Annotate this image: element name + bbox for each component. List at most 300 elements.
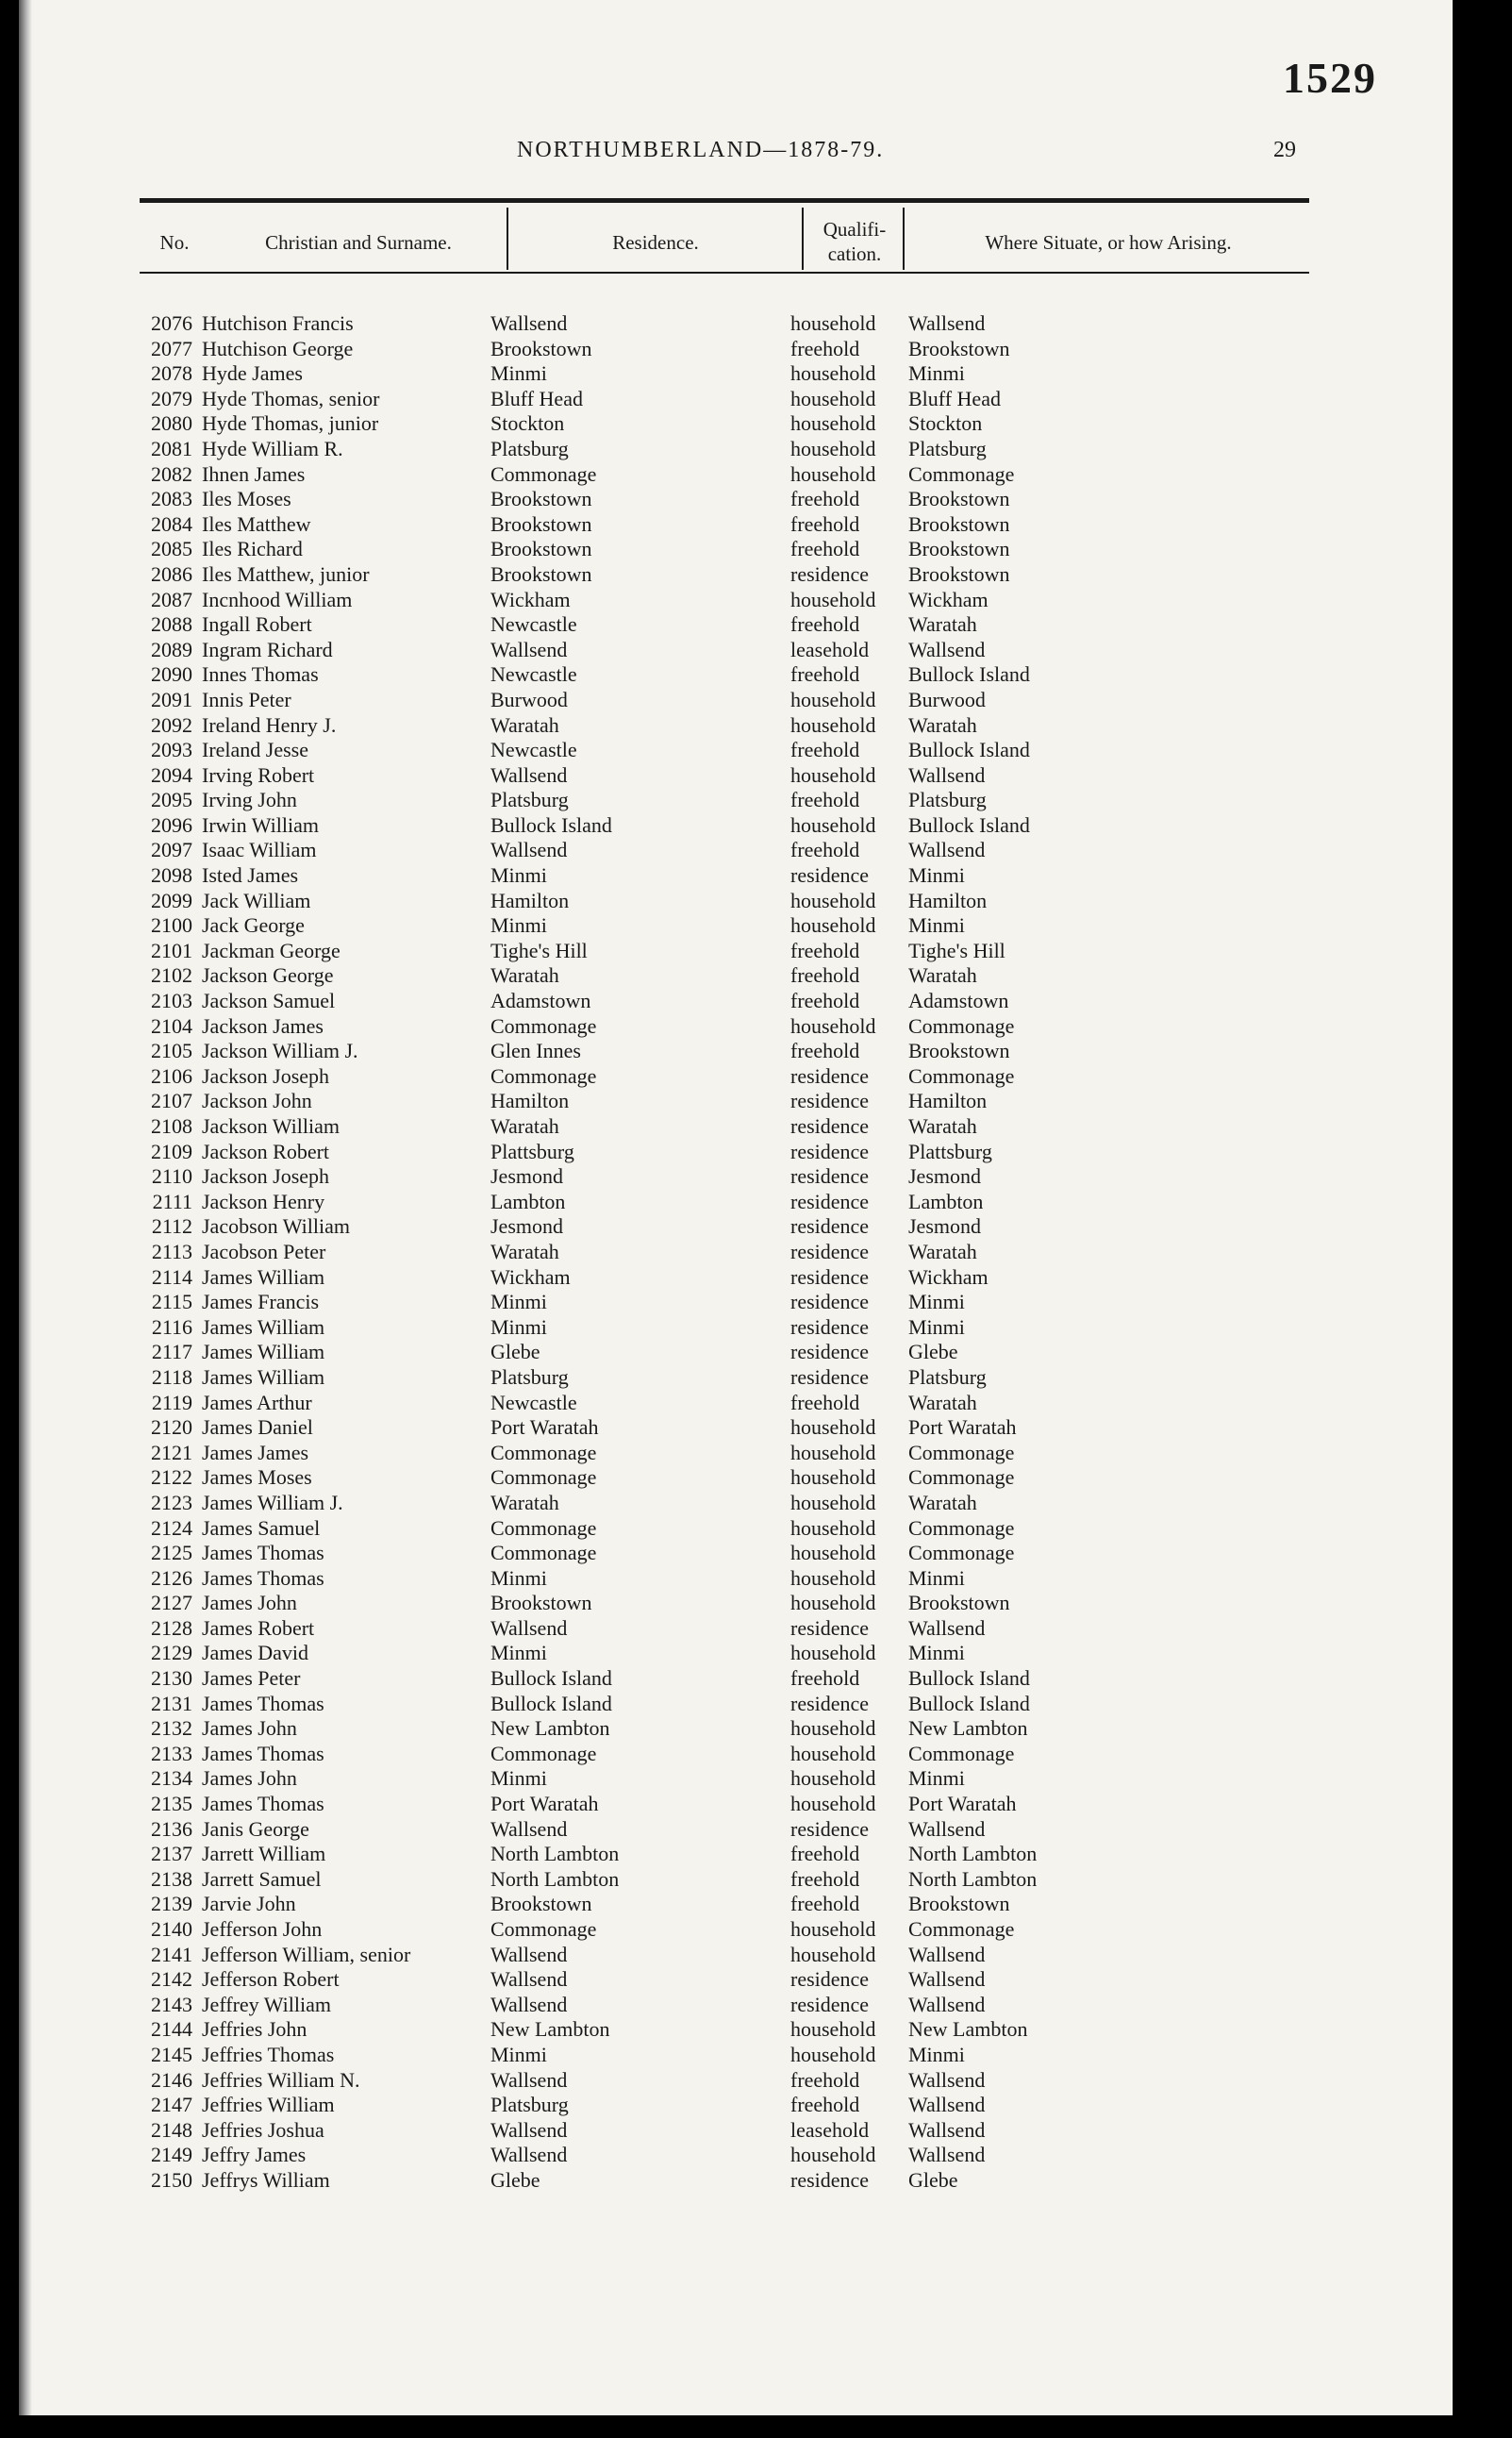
qualification-location: Commonage [908,1917,1015,1941]
row-number: 2109 [151,1139,192,1163]
voter-qualification: residence [790,1340,870,1364]
qualification-location: Waratah [908,1114,977,1138]
voter-qualification: household [790,1917,876,1941]
qualification-location: Wallsend [908,2067,986,2092]
voter-qualification: household [790,2017,876,2042]
table-row [0,2118,1434,2144]
voter-residence: Platsburg [490,2093,569,2117]
row-number: 2125 [151,1541,192,1565]
voter-residence: North Lambton [490,1842,620,1866]
table-row [0,437,1434,462]
qualification-location: Wallsend [908,762,986,787]
table-row [0,1465,1434,1491]
voter-name: James William [202,1340,325,1364]
voter-qualification: household [790,762,876,787]
voter-name: Hutchison Francis [202,311,354,335]
qualification-location: Jesmond [908,1164,981,1189]
qualification-location: Brookstown [908,336,1010,360]
table-row [0,1164,1434,1190]
row-number: 2091 [151,687,192,711]
voter-name: James William J. [202,1490,343,1514]
row-number: 2147 [151,2093,192,2117]
table-row [0,537,1434,562]
voter-qualification: household [790,1716,876,1741]
voter-residence: Minmi [490,1565,547,1590]
table-row [0,1692,1434,1717]
table-row [0,1792,1434,1817]
voter-qualification: freehold [790,336,860,360]
voter-qualification: household [790,411,876,436]
table-row [0,939,1434,964]
qualification-location: Waratah [908,963,977,988]
table-row [0,1766,1434,1792]
table-row [0,638,1434,663]
voter-name: James John [202,1766,297,1791]
voter-residence: Wallsend [490,2143,568,2167]
col-header-where: Where Situate, or how Arising. [985,231,1232,254]
table-row [0,763,1434,789]
voter-name: Jackson George [202,963,334,988]
voter-qualification: household [790,361,876,386]
voter-qualification: residence [790,1164,870,1189]
table-row [0,337,1434,362]
qualification-location: Brookstown [908,487,1010,511]
table-row [0,411,1434,437]
voter-qualification: freehold [790,788,860,812]
voter-name: Innis Peter [202,687,291,711]
voter-residence: Wickham [490,1264,571,1289]
voter-qualification: household [790,1641,876,1665]
voter-name: James Thomas [202,1541,324,1565]
qualification-location: Wallsend [908,637,986,661]
voter-name: Jack George [202,913,305,938]
voter-name: Jarrett William [202,1842,326,1866]
voter-name: Jeffrey William [202,1992,331,2016]
voter-residence: Brookstown [490,487,592,511]
voter-qualification: residence [790,1139,870,1163]
voter-qualification: household [790,1515,876,1540]
voter-name: Jeffries William N. [202,2067,360,2092]
voter-name: Jackson Henry [202,1189,325,1213]
row-number: 2095 [151,788,192,812]
row-number: 2120 [151,1415,192,1440]
qualification-location: Wallsend [908,838,986,862]
voter-residence: Bullock Island [490,812,612,837]
qualification-location: Glebe [908,2167,958,2192]
voter-qualification: residence [790,1089,870,1113]
voter-qualification: freehold [790,938,860,962]
row-number: 2127 [151,1591,192,1615]
table-row [0,963,1434,989]
voter-name: James Thomas [202,1741,324,1765]
qualification-location: Wallsend [908,2143,986,2167]
table-row [0,1039,1434,1064]
qualification-location: Port Waratah [908,1415,1017,1440]
voter-residence: Brookstown [490,336,592,360]
voter-qualification: freehold [790,612,860,637]
qualification-location: Waratah [908,712,977,737]
qualification-location: Platsburg [908,788,987,812]
voter-name: Innes Thomas [202,662,319,687]
table-row [0,1616,1434,1642]
voter-residence: Port Waratah [490,1415,599,1440]
qualification-location: Wickham [908,587,989,611]
voter-qualification: residence [790,1615,870,1640]
voter-qualification: residence [790,561,870,586]
voter-residence: New Lambton [490,2017,610,2042]
voter-name: Irving Robert [202,762,315,787]
voter-residence: Brookstown [490,537,592,561]
voter-residence: Glebe [490,1340,540,1364]
voter-residence: Newcastle [490,662,577,687]
voter-qualification: residence [790,2167,870,2192]
row-number: 2078 [151,361,192,386]
qualification-location: Brookstown [908,1591,1010,1615]
voter-name: Iles Matthew, junior [202,561,370,586]
qualification-location: Wallsend [908,2093,986,2117]
voter-name: Jeffrys William [202,2167,330,2192]
voter-name: Jeffry James [202,2143,307,2167]
voter-qualification: freehold [790,1390,860,1414]
table-row [0,2017,1434,2043]
voter-name: Hyde James [202,361,303,386]
voter-qualification: household [790,1591,876,1615]
qualification-location: Minmi [908,1641,965,1665]
voter-name: Ireland Henry J. [202,712,337,737]
voter-qualification: freehold [790,1666,860,1691]
table-row [0,1842,1434,1867]
voter-residence: Minmi [490,1641,547,1665]
row-number: 2108 [151,1114,192,1138]
qualification-location: Adamstown [908,989,1009,1013]
voter-name: James William [202,1364,325,1389]
table-row [0,989,1434,1014]
voter-qualification: freehold [790,963,860,988]
voter-name: Ingram Richard [202,637,333,661]
row-number: 2121 [151,1440,192,1464]
row-number: 2112 [151,1214,192,1239]
row-number: 2101 [151,938,192,962]
voter-qualification: household [790,1440,876,1464]
qualification-location: Commonage [908,1515,1015,1540]
col-header-name: Christian and Surname. [265,231,452,254]
voter-residence: Commonage [490,1013,597,1038]
row-number: 2104 [151,1013,192,1038]
row-number: 2132 [151,1716,192,1741]
qualification-location: Bullock Island [908,1666,1030,1691]
voter-name: Jarvie John [202,1892,296,1916]
qualification-location: Hamilton [908,1089,988,1113]
row-number: 2094 [151,762,192,787]
voter-residence: Wallsend [490,637,568,661]
voter-name: James William [202,1264,325,1289]
qualification-location: Jesmond [908,1214,981,1239]
voter-residence: Wallsend [490,1816,568,1841]
voter-residence: Wallsend [490,311,568,335]
table-row [0,838,1434,863]
voter-name: James Peter [202,1666,301,1691]
voter-name: James Robert [202,1615,315,1640]
voter-qualification: residence [790,1264,870,1289]
table-row [0,2043,1434,2068]
table-row [0,913,1434,939]
voter-name: Ingall Robert [202,612,312,637]
table-row [0,1867,1434,1893]
table-row [0,1190,1434,1215]
table-row [0,738,1434,763]
page-number: 29 [1273,138,1296,162]
row-number: 2148 [151,2117,192,2142]
voter-residence: Minmi [490,2042,547,2066]
voter-qualification: household [790,386,876,410]
voter-qualification: household [790,1766,876,1791]
voter-name: Iles Richard [202,537,303,561]
table-row [0,2143,1434,2168]
voter-residence: Commonage [490,1440,597,1464]
voter-name: Jeffries Joshua [202,2117,324,2142]
row-number: 2114 [151,1264,192,1289]
voter-qualification: residence [790,1114,870,1138]
table-row [0,1415,1434,1441]
table-row [0,1114,1434,1140]
voter-residence: Brookstown [490,511,592,536]
table-row [0,1491,1434,1516]
voter-name: James Francis [202,1290,320,1314]
voter-qualification: freehold [790,2067,860,2092]
voter-residence: New Lambton [490,1716,610,1741]
row-number: 2123 [151,1490,192,1514]
qualification-location: Commonage [908,1465,1015,1490]
table-row [0,1742,1434,1767]
qualification-location: Minmi [908,1314,965,1339]
table-row [0,813,1434,839]
table-row [0,2068,1434,2094]
qualification-location: Commonage [908,1741,1015,1765]
table-row [0,1265,1434,1291]
qualification-location: Minmi [908,1565,965,1590]
voter-name: Irving John [202,788,297,812]
voter-qualification: household [790,2042,876,2066]
table-row [0,1716,1434,1742]
voter-name: Isaac William [202,838,317,862]
column-divider [802,208,804,270]
row-number: 2139 [151,1892,192,1916]
row-number: 2106 [151,1063,192,1088]
voter-residence: Hamilton [490,1089,570,1113]
table-row [0,863,1434,889]
qualification-location: Platsburg [908,1364,987,1389]
voter-residence: Brookstown [490,1892,592,1916]
table-row [0,487,1434,512]
voter-name: Jackson Samuel [202,989,336,1013]
voter-name: Jeffries William [202,2093,335,2117]
voter-qualification: household [790,311,876,335]
qualification-location: Minmi [908,361,965,386]
row-number: 2146 [151,2067,192,2092]
voter-name: Iles Moses [202,487,291,511]
voter-residence: Glebe [490,2167,540,2192]
voter-qualification: freehold [790,2093,860,2117]
voter-qualification: household [790,461,876,486]
row-number: 2150 [151,2167,192,2192]
voter-residence: Waratah [490,1114,559,1138]
voter-qualification: household [790,712,876,737]
qualification-location: Brookstown [908,1892,1010,1916]
voter-qualification: freehold [790,1892,860,1916]
qualification-location: Wallsend [908,1992,986,2016]
qualification-location: Bullock Island [908,1691,1030,1715]
voter-name: Jacobson William [202,1214,350,1239]
voter-qualification: freehold [790,662,860,687]
table-row [0,1541,1434,1566]
voter-name: Jeffries Thomas [202,2042,335,2066]
voter-name: Ireland Jesse [202,738,309,762]
table-row [0,1967,1434,1993]
table-row [0,311,1434,337]
qualification-location: Brookstown [908,511,1010,536]
voter-qualification: freehold [790,738,860,762]
table-row [0,1993,1434,2018]
voter-name: James John [202,1591,297,1615]
voter-qualification: residence [790,1314,870,1339]
row-number: 2115 [151,1290,192,1314]
table-row [0,1340,1434,1365]
table-row [0,588,1434,613]
qualification-location: Brookstown [908,1039,1010,1063]
voter-name: Jackman George [202,938,341,962]
voter-residence: Jesmond [490,1164,563,1189]
qualification-location: Lambton [908,1189,984,1213]
table-row [0,1315,1434,1341]
row-number: 2105 [151,1039,192,1063]
voter-residence: Minmi [490,1766,547,1791]
voter-qualification: residence [790,1691,870,1715]
row-number: 2083 [151,487,192,511]
voter-qualification: household [790,913,876,938]
voter-residence: Burwood [490,687,568,711]
voter-qualification: household [790,436,876,460]
qualification-location: Minmi [908,863,965,888]
table-row [0,1516,1434,1542]
qualification-location: Tighe's Hill [908,938,1005,962]
table-row [0,512,1434,538]
voter-residence: Minmi [490,913,547,938]
row-number: 2149 [151,2143,192,2167]
voter-qualification: household [790,2143,876,2167]
voter-qualification: residence [790,1967,870,1992]
row-number: 2086 [151,561,192,586]
voter-residence: Wallsend [490,2067,568,2092]
row-number: 2107 [151,1089,192,1113]
row-number: 2130 [151,1666,192,1691]
table-row [0,788,1434,813]
qualification-location: Stockton [908,411,983,436]
voter-qualification: household [790,687,876,711]
column-divider [903,208,905,270]
voter-qualification: freehold [790,838,860,862]
row-number: 2140 [151,1917,192,1941]
table-row [0,2093,1434,2118]
voter-name: Ihnen James [202,461,306,486]
voter-qualification: household [790,1792,876,1816]
table-row [0,1441,1434,1466]
voter-qualification: residence [790,1364,870,1389]
voter-residence: Plattsburg [490,1139,574,1163]
qualification-location: Wallsend [908,311,986,335]
voter-name: Hyde Thomas, senior [202,386,380,410]
voter-residence: Wickham [490,587,571,611]
voter-residence: Wallsend [490,762,568,787]
row-number: 2137 [151,1842,192,1866]
voter-residence: Waratah [490,963,559,988]
qualification-location: New Lambton [908,1716,1028,1741]
qualification-location: Minmi [908,2042,965,2066]
header-rule-top [140,198,1309,203]
voter-name: Jackson William J. [202,1039,358,1063]
qualification-location: Bullock Island [908,812,1030,837]
qualification-location: Wallsend [908,1816,986,1841]
row-number: 2144 [151,2017,192,2042]
voter-qualification: residence [790,1290,870,1314]
row-number: 2085 [151,537,192,561]
table-row [0,1892,1434,1917]
row-number: 2133 [151,1741,192,1765]
row-number: 2134 [151,1766,192,1791]
voter-qualification: freehold [790,1039,860,1063]
voter-residence: Adamstown [490,989,591,1013]
voter-qualification: household [790,1741,876,1765]
row-number: 2088 [151,612,192,637]
voter-name: James Arthur [202,1390,312,1414]
voter-residence: Wallsend [490,2117,568,2142]
table-row [0,1591,1434,1616]
table-row [0,1014,1434,1040]
voter-name: James Thomas [202,1792,324,1816]
voter-name: James David [202,1641,309,1665]
col-header-no: No. [159,231,190,254]
qualification-location: Commonage [908,1063,1015,1088]
qualification-location: North Lambton [908,1842,1038,1866]
voter-name: Hyde William R. [202,436,343,460]
qualification-location: Waratah [908,1239,977,1263]
voter-name: Jackson Robert [202,1139,330,1163]
voter-name: James Thomas [202,1565,324,1590]
voter-residence: Platsburg [490,788,569,812]
qualification-location: North Lambton [908,1866,1038,1891]
voter-name: Jackson Joseph [202,1164,330,1189]
row-number: 2100 [151,913,192,938]
qualification-location: Plattsburg [908,1139,992,1163]
voter-list [0,311,1434,2194]
table-row [0,713,1434,739]
voter-name: Jack William [202,888,311,912]
table-row [0,1214,1434,1240]
voter-residence: Newcastle [490,738,577,762]
voter-residence: North Lambton [490,1866,620,1891]
table-row [0,562,1434,588]
qualification-location: Platsburg [908,436,987,460]
voter-qualification: leasehold [790,2117,870,2142]
voter-qualification: household [790,812,876,837]
voter-residence: Bluff Head [490,386,583,410]
voter-qualification: household [790,1415,876,1440]
voter-residence: Wallsend [490,1615,568,1640]
col-header-residence: Residence. [612,231,699,254]
voter-name: James Daniel [202,1415,313,1440]
voter-qualification: residence [790,1063,870,1088]
row-number: 2099 [151,888,192,912]
voter-qualification: residence [790,863,870,888]
